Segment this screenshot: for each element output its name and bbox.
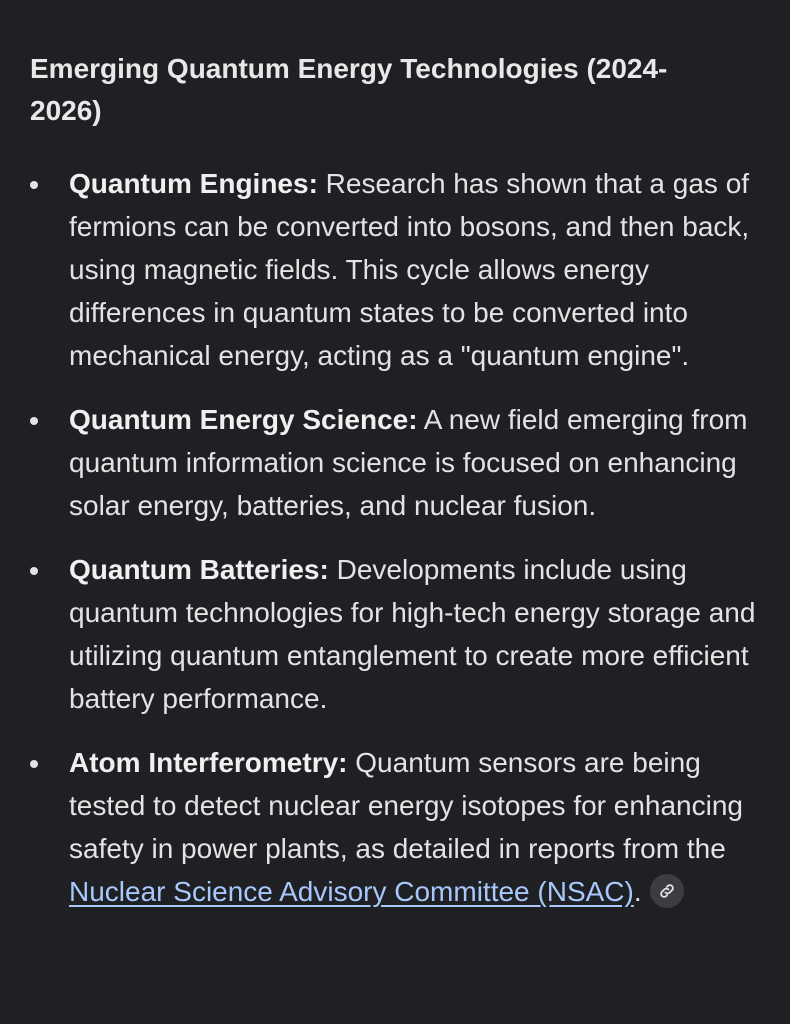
link-icon [658,882,676,900]
list-item-quantum-engines [30,162,765,377]
bullet-icon [30,567,38,575]
bullet-icon [30,760,38,768]
item-title: Quantum Engines: [69,168,318,199]
bullet-icon [30,181,38,189]
nsac-reference-link[interactable]: Nuclear Science Advisory Committee (NSAC) [69,876,634,907]
item-title: Quantum Energy Science: [69,404,418,435]
sentence-end: . [633,876,642,907]
item-body: Research has shown that a gas of fermions can be converted into bosons, and then back, using magnetic fields. This cycle allows energy differences in quantum states to be converted into mechanical energy, acting as a "quantum engine". [69,168,750,371]
list-item-quantum-energy-science [30,398,765,527]
item-body: Developments include using quantum technologies for high-tech energy storage and utilizing quantum entanglement to create more efficient battery performance. [69,554,756,714]
list-item-quantum-batteries [30,548,765,720]
response-content [30,48,765,934]
item-body: A new field emerging from quantum information science is focused on enhancing solar energy, batteries, and nuclear fusion. [69,404,748,521]
section-heading: Emerging Quantum Energy Technologies (2024-2026) [30,53,668,126]
list-item-atom-interferometry [30,741,765,913]
item-title: Atom Interferometry: [69,747,348,778]
item-body: Quantum sensors are being tested to detect nuclear energy isotopes for enhancing safety in power plants, as detailed in reports from the [69,747,743,864]
source-link-chip[interactable] [650,874,684,908]
item-title: Quantum Batteries: [69,554,329,585]
technology-list [30,162,765,913]
bullet-icon [30,417,38,425]
